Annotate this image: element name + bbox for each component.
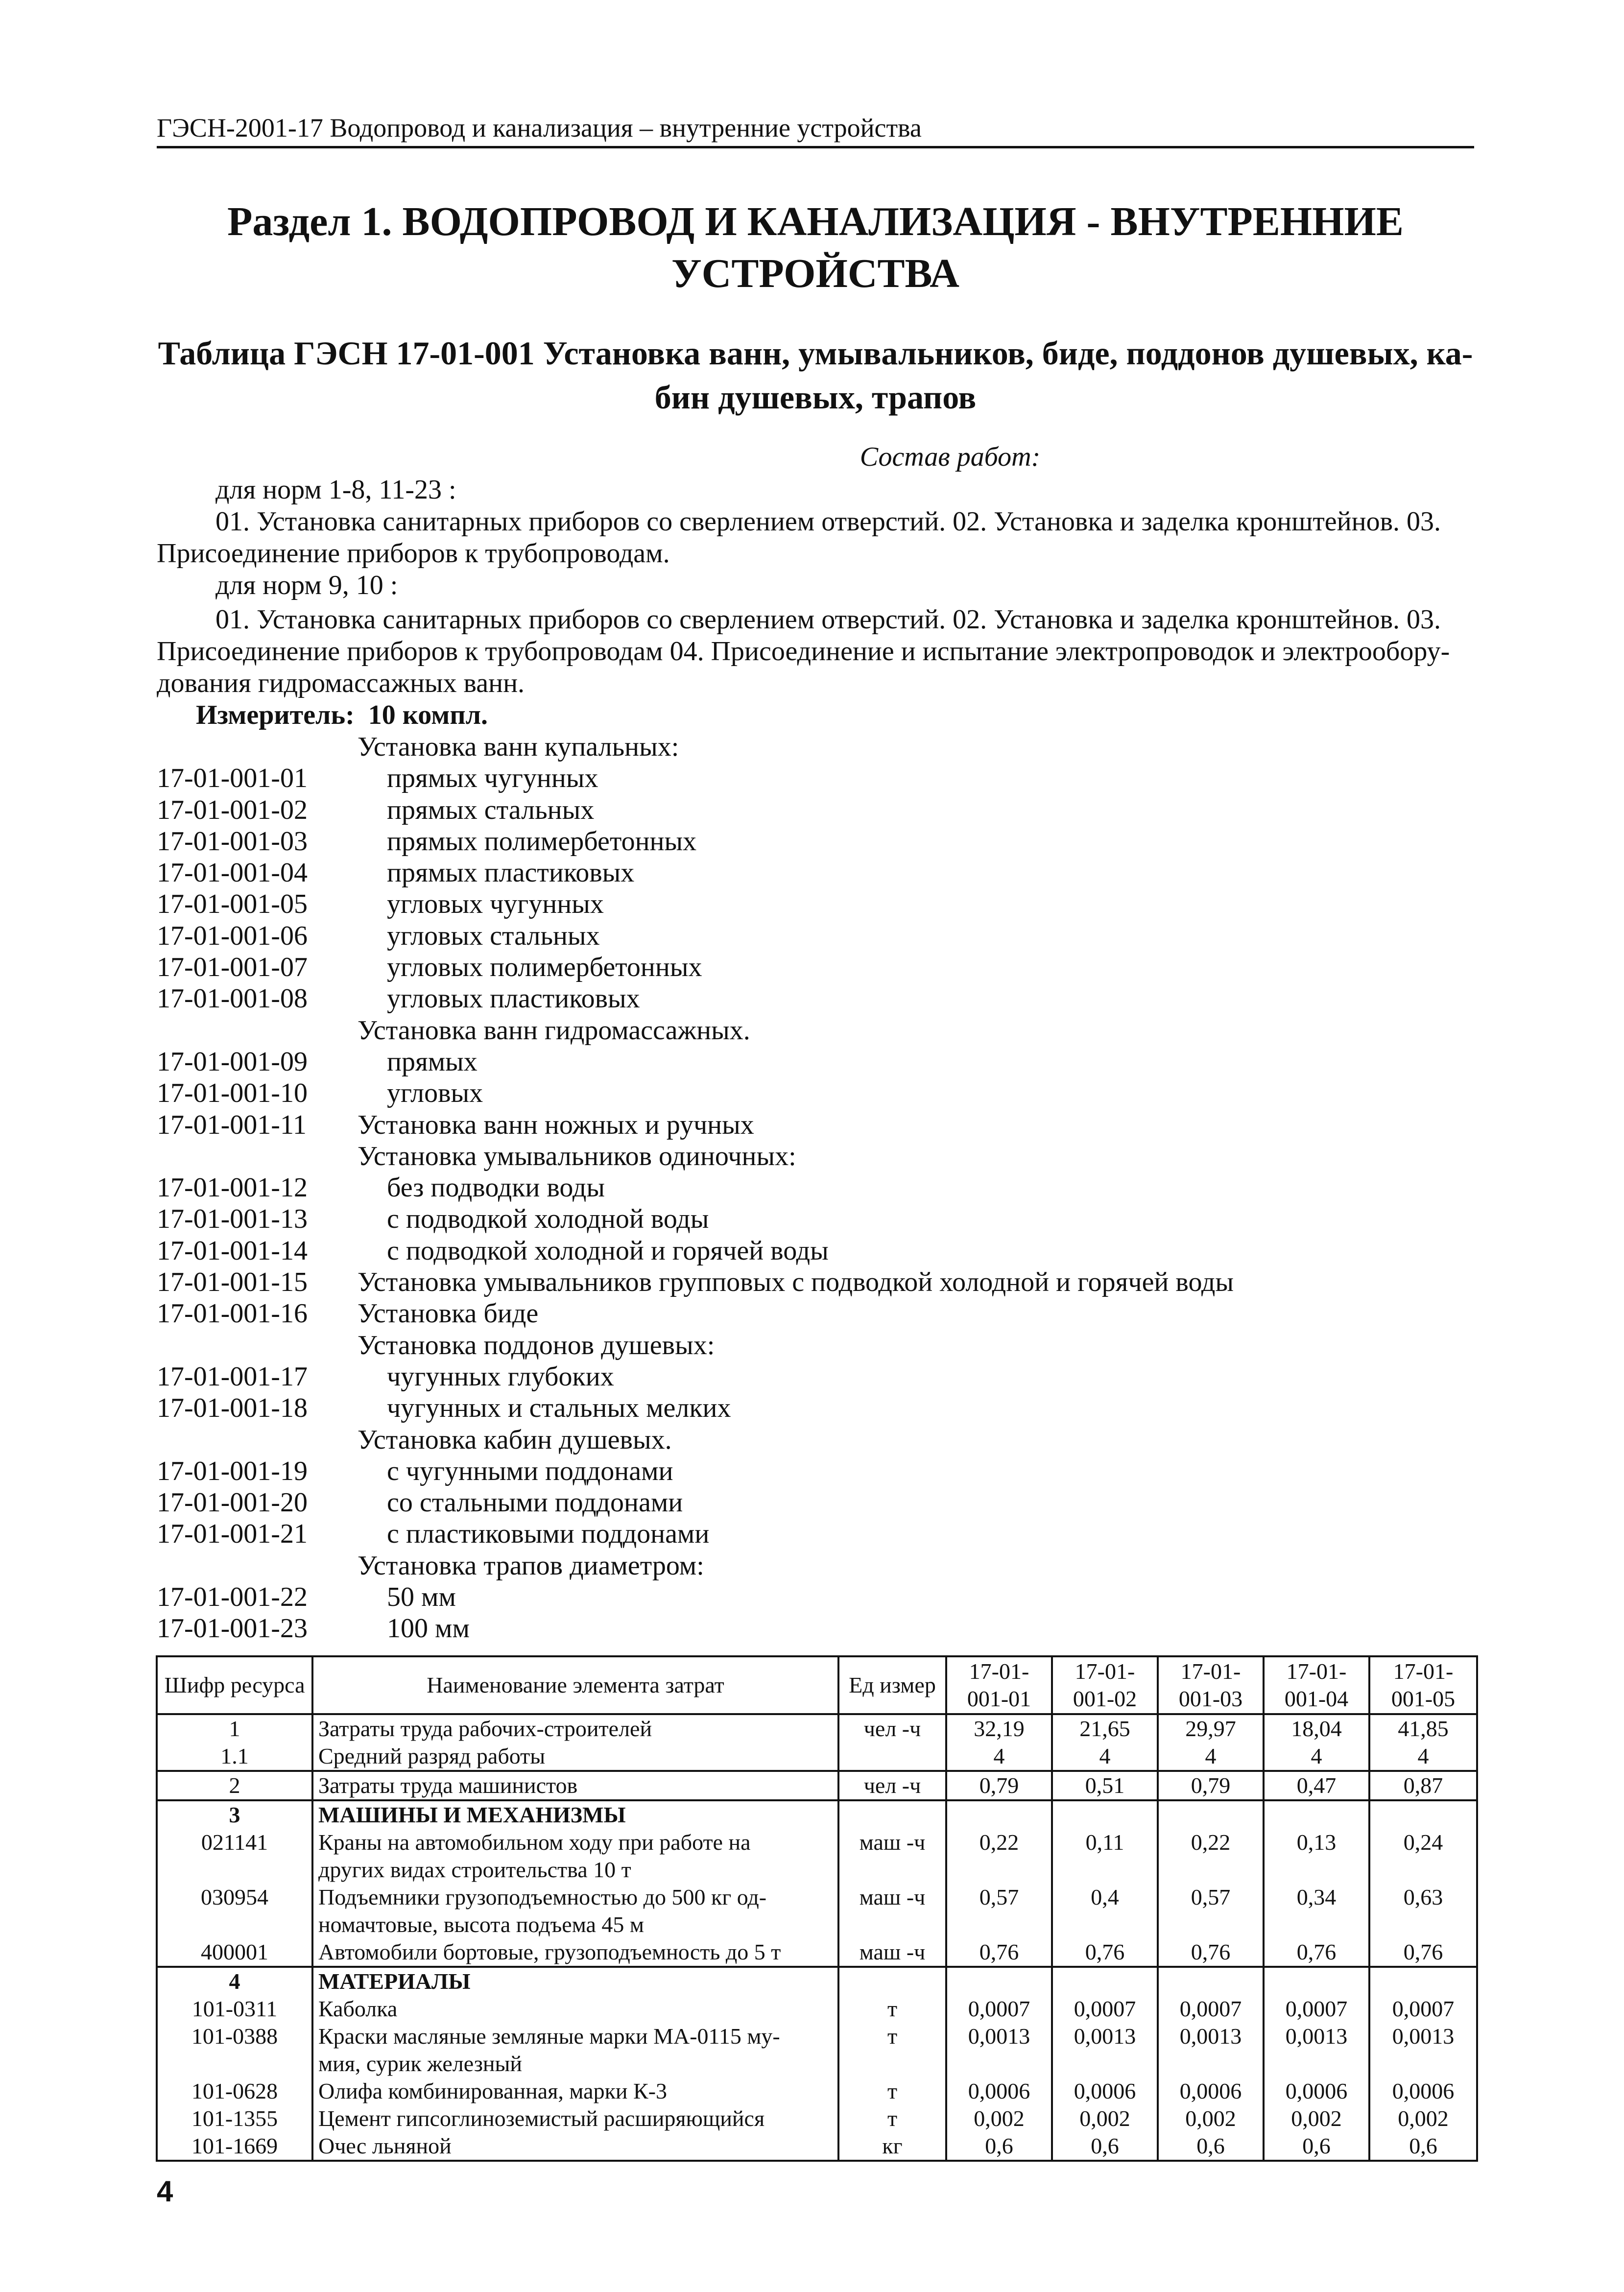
cell-value: 0,57 bbox=[1158, 1884, 1264, 1911]
cell-value: 0,76 bbox=[1052, 1938, 1158, 1967]
norm-item bbox=[0, 1109, 1624, 1141]
norm-item-name: прямых чугунных bbox=[387, 763, 598, 794]
table-title bbox=[157, 331, 1474, 419]
cell-value: 0,79 bbox=[946, 1771, 1052, 1800]
norm-item-name: Установка ванн купальных: bbox=[358, 732, 679, 762]
cell-code: 101-1669 bbox=[157, 2132, 312, 2161]
page-number: 4 bbox=[157, 2175, 173, 2208]
norm-item bbox=[0, 1518, 1624, 1550]
cell-value: 0,0007 bbox=[1264, 1995, 1369, 2023]
cell-code: 101-0311 bbox=[157, 1995, 312, 2023]
norm-item-name: 100 мм bbox=[387, 1613, 470, 1644]
cell-unit bbox=[838, 1743, 946, 1771]
norm-item bbox=[0, 1613, 1624, 1644]
cell-value bbox=[1369, 1967, 1477, 1995]
cell-value bbox=[1264, 1967, 1369, 1995]
cell-unit: чел -ч bbox=[838, 1714, 946, 1743]
norm-item-name: 50 мм bbox=[387, 1582, 456, 1613]
norm-item bbox=[0, 920, 1624, 952]
norm-item-code: 17-01-001-07 bbox=[157, 952, 308, 983]
norm-item bbox=[0, 1172, 1624, 1203]
running-head: ГЭСН-2001-17 Водопровод и канализация – внутренние устройства bbox=[157, 113, 922, 143]
norm-item-code: 17-01-001-01 bbox=[157, 763, 308, 794]
cell-unit: кг bbox=[838, 2132, 946, 2161]
table-title-line-1: Таблица ГЭСН 17-01-001 Установка ванн, умывальников, биде, поддонов душевых, ка- bbox=[158, 334, 1473, 372]
cell-value: 4 bbox=[1158, 1743, 1264, 1771]
norm-item bbox=[0, 826, 1624, 857]
norm-item-code: 17-01-001-08 bbox=[157, 983, 308, 1014]
cell-value: 0,002 bbox=[1158, 2105, 1264, 2132]
cell-value: 0,79 bbox=[1158, 1771, 1264, 1800]
header-name: Наименование элемента затрат bbox=[312, 1656, 838, 1714]
header-col-3: 17-01- 001-03 bbox=[1158, 1656, 1264, 1714]
cell-value bbox=[1369, 2050, 1477, 2077]
cell-value: 0,0007 bbox=[1369, 1995, 1477, 2023]
norm-item-name: угловых полимербетонных bbox=[387, 952, 702, 983]
cell-unit: т bbox=[838, 2105, 946, 2132]
norm-item-code: 17-01-001-05 bbox=[157, 889, 308, 920]
cell-value: 29,97 bbox=[1158, 1714, 1264, 1743]
cell-value bbox=[1369, 1911, 1477, 1938]
norm-item-code: 17-01-001-12 bbox=[157, 1172, 308, 1203]
header-rule bbox=[157, 146, 1474, 148]
norm-item-code: 17-01-001-03 bbox=[157, 826, 308, 857]
norm-item-name: прямых пластиковых bbox=[387, 858, 635, 888]
cell-value: 0,76 bbox=[1369, 1938, 1477, 1967]
cell-name: Краски масляные земляные марки МА-0115 му- bbox=[312, 2023, 838, 2050]
cell-name: Каболка bbox=[312, 1995, 838, 2023]
cell-code: 2 bbox=[157, 1771, 312, 1800]
norm-item-name: Установка кабин душевых. bbox=[358, 1424, 672, 1455]
cell-value: 0,22 bbox=[946, 1829, 1052, 1856]
table-row bbox=[157, 1911, 1477, 1938]
section-title-line-2: УСТРОЙСТВА bbox=[671, 251, 959, 296]
cell-unit: т bbox=[838, 2077, 946, 2105]
cell-value: 4 bbox=[1369, 1743, 1477, 1771]
cell-value bbox=[1264, 1856, 1369, 1884]
norm-item-name: прямых bbox=[387, 1046, 478, 1077]
table-row bbox=[157, 1771, 1477, 1800]
cell-value bbox=[1052, 2050, 1158, 2077]
cell-value bbox=[1158, 2050, 1264, 2077]
norm-item-code: 17-01-001-04 bbox=[157, 858, 308, 888]
cell-value: 0,87 bbox=[1369, 1771, 1477, 1800]
cell-value bbox=[1264, 1800, 1369, 1829]
cell-value: 0,0006 bbox=[946, 2077, 1052, 2105]
cell-value bbox=[1264, 2050, 1369, 2077]
work-composition-title: Состав работ: bbox=[860, 442, 1041, 472]
cell-value: 4 bbox=[1264, 1743, 1369, 1771]
norms-b-label: для норм 9, 10 : bbox=[215, 570, 398, 600]
cell-value: 0,0007 bbox=[1052, 1995, 1158, 2023]
norm-item bbox=[0, 1266, 1624, 1298]
cell-value: 0,6 bbox=[1052, 2132, 1158, 2161]
norm-item bbox=[0, 794, 1624, 826]
cell-name: Затраты труда рабочих-строителей bbox=[312, 1714, 838, 1743]
norm-item-name: Установка ванн ножных и ручных bbox=[358, 1109, 754, 1140]
norm-item-name: Установка умывальников одиночных: bbox=[358, 1141, 796, 1171]
norm-item bbox=[0, 983, 1624, 1014]
norms-a-text-1: 01. Установка санитарных приборов со сверлением отверстий. 02. Установка и заделка кронштейнов. 03. bbox=[215, 506, 1441, 537]
cell-code: 101-0388 bbox=[157, 2023, 312, 2050]
cell-value: 0,0013 bbox=[1369, 2023, 1477, 2050]
norm-item bbox=[0, 1235, 1624, 1266]
cell-value bbox=[1052, 1800, 1158, 1829]
norms-a-text-2: Присоединение приборов к трубопроводам. bbox=[157, 538, 670, 569]
cell-code: 030954 bbox=[157, 1884, 312, 1911]
norm-item bbox=[0, 952, 1624, 983]
table-row bbox=[157, 1967, 1477, 1995]
cell-value bbox=[1158, 1911, 1264, 1938]
table-row bbox=[157, 2105, 1477, 2132]
cell-value: 0,0013 bbox=[1158, 2023, 1264, 2050]
cell-value: 0,22 bbox=[1158, 1829, 1264, 1856]
cell-value: 0,76 bbox=[1264, 1938, 1369, 1967]
measure-label: Измеритель: bbox=[196, 700, 355, 730]
cell-value: 0,57 bbox=[946, 1884, 1052, 1911]
header-col-2: 17-01- 001-02 bbox=[1052, 1656, 1158, 1714]
norm-item bbox=[0, 1392, 1624, 1424]
table-row bbox=[157, 1800, 1477, 1829]
header-col-4: 17-01- 001-04 bbox=[1264, 1656, 1369, 1714]
cell-value: 32,19 bbox=[946, 1714, 1052, 1743]
cell-name: МАШИНЫ И МЕХАНИЗМЫ bbox=[312, 1800, 838, 1829]
cell-value bbox=[946, 1800, 1052, 1829]
cell-code bbox=[157, 1856, 312, 1884]
norm-item-name: чугунных и стальных мелких bbox=[387, 1393, 731, 1424]
cell-unit bbox=[838, 2050, 946, 2077]
cell-code: 1 bbox=[157, 1714, 312, 1743]
norm-item bbox=[0, 1487, 1624, 1518]
norm-item-name: с подводкой холодной воды bbox=[387, 1204, 709, 1235]
norm-item-name: угловых пластиковых bbox=[387, 983, 640, 1014]
norm-item-code: 17-01-001-18 bbox=[157, 1393, 308, 1424]
cell-value: 0,6 bbox=[946, 2132, 1052, 2161]
table-row bbox=[157, 2050, 1477, 2077]
header-col-5: 17-01- 001-05 bbox=[1369, 1656, 1477, 1714]
cell-unit bbox=[838, 1967, 946, 1995]
cell-value: 4 bbox=[1052, 1743, 1158, 1771]
norm-item-name: угловых bbox=[387, 1078, 483, 1109]
norm-item-code: 17-01-001-10 bbox=[157, 1078, 308, 1109]
table-row bbox=[157, 1743, 1477, 1771]
header-col-1: 17-01- 001-01 bbox=[946, 1656, 1052, 1714]
cell-value: 0,34 bbox=[1264, 1884, 1369, 1911]
norm-item-name: чугунных глубоких bbox=[387, 1361, 614, 1392]
cell-value: 0,13 bbox=[1264, 1829, 1369, 1856]
norm-item-name: прямых полимербетонных bbox=[387, 826, 697, 857]
cell-value: 0,0006 bbox=[1264, 2077, 1369, 2105]
cell-name: Цемент гипсоглиноземистый расширяющийся bbox=[312, 2105, 838, 2132]
cell-unit bbox=[838, 1800, 946, 1829]
section-title-line-1: Раздел 1. ВОДОПРОВОД И КАНАЛИЗАЦИЯ - ВНУТРЕННИЕ bbox=[227, 199, 1404, 244]
cell-value: 0,76 bbox=[946, 1938, 1052, 1967]
cell-unit: маш -ч bbox=[838, 1938, 946, 1967]
norm-item-code: 17-01-001-13 bbox=[157, 1204, 308, 1235]
norms-b-text-2: Присоединение приборов к трубопроводам 04. Присоединение и испытание электропроводок и электрообору- bbox=[157, 636, 1450, 667]
norm-item-name: Установка трапов диаметром: bbox=[358, 1550, 704, 1581]
cell-value: 0,47 bbox=[1264, 1771, 1369, 1800]
cell-code bbox=[157, 1911, 312, 1938]
norm-item-code: 17-01-001-19 bbox=[157, 1456, 308, 1486]
cell-value: 0,0006 bbox=[1052, 2077, 1158, 2105]
cell-unit: чел -ч bbox=[838, 1771, 946, 1800]
norm-item-code: 17-01-001-06 bbox=[157, 920, 308, 951]
resource-cost-table bbox=[156, 1655, 1478, 2162]
norm-item-code: 17-01-001-09 bbox=[157, 1046, 308, 1077]
norm-item-name: с подводкой холодной и горячей воды bbox=[387, 1235, 829, 1266]
cell-name: Олифа комбинированная, марки К-3 bbox=[312, 2077, 838, 2105]
cell-value bbox=[1158, 1800, 1264, 1829]
cell-name: Средний разряд работы bbox=[312, 1743, 838, 1771]
norms-b-text-3: дования гидромассажных ванн. bbox=[157, 668, 525, 698]
cell-name: Затраты труда машинистов bbox=[312, 1771, 838, 1800]
norm-item-code: 17-01-001-11 bbox=[157, 1109, 307, 1140]
table-row bbox=[157, 1856, 1477, 1884]
cell-code: 1.1 bbox=[157, 1743, 312, 1771]
measure bbox=[196, 699, 488, 731]
header-unit: Ед измер bbox=[838, 1656, 946, 1714]
table-title-line-2: бин душевых, трапов bbox=[654, 379, 977, 416]
cell-value: 0,4 bbox=[1052, 1884, 1158, 1911]
norm-item-name: угловых стальных bbox=[387, 920, 600, 951]
cell-value bbox=[946, 1911, 1052, 1938]
cell-name: номачтовые, высота подъема 45 м bbox=[312, 1911, 838, 1938]
cell-unit: т bbox=[838, 1995, 946, 2023]
norm-item bbox=[0, 1581, 1624, 1613]
norm-item bbox=[0, 888, 1624, 920]
cell-unit bbox=[838, 1856, 946, 1884]
cell-value: 0,6 bbox=[1158, 2132, 1264, 2161]
norm-item bbox=[0, 1456, 1624, 1487]
norms-a-label: для норм 1-8, 11-23 : bbox=[215, 475, 456, 505]
norm-items-list bbox=[0, 731, 1624, 1645]
header-code: Шифр ресурса bbox=[157, 1656, 312, 1714]
cell-value: 0,6 bbox=[1369, 2132, 1477, 2161]
cell-value bbox=[946, 1856, 1052, 1884]
norm-item bbox=[0, 1046, 1624, 1077]
cell-value: 0,002 bbox=[1369, 2105, 1477, 2132]
table-row bbox=[157, 1714, 1477, 1743]
norm-item bbox=[0, 857, 1624, 888]
cell-value: 0,6 bbox=[1264, 2132, 1369, 2161]
cell-value: 0,0013 bbox=[946, 2023, 1052, 2050]
cell-value: 0,002 bbox=[1052, 2105, 1158, 2132]
norm-item bbox=[0, 1015, 1624, 1046]
cell-name: Подъемники грузоподъемностью до 500 кг од- bbox=[312, 1884, 838, 1911]
cell-code bbox=[157, 2050, 312, 2077]
cell-value bbox=[1158, 1856, 1264, 1884]
norm-item-code: 17-01-001-22 bbox=[157, 1582, 308, 1613]
norm-item bbox=[0, 763, 1624, 794]
norm-item-code: 17-01-001-23 bbox=[157, 1613, 308, 1644]
cell-name: Очес льняной bbox=[312, 2132, 838, 2161]
cell-unit: маш -ч bbox=[838, 1829, 946, 1856]
norm-item-name: прямых стальных bbox=[387, 794, 595, 825]
cell-code: 3 bbox=[157, 1800, 312, 1829]
norm-item-code: 17-01-001-14 bbox=[157, 1235, 308, 1266]
cell-value: 0,0013 bbox=[1264, 2023, 1369, 2050]
cell-value: 0,76 bbox=[1158, 1938, 1264, 1967]
norm-item bbox=[0, 1203, 1624, 1235]
norm-item bbox=[0, 1361, 1624, 1392]
cell-name: мия, сурик железный bbox=[312, 2050, 838, 2077]
cell-value: 0,0007 bbox=[946, 1995, 1052, 2023]
norm-item-code: 17-01-001-16 bbox=[157, 1298, 308, 1329]
cell-value: 0,002 bbox=[946, 2105, 1052, 2132]
table-row bbox=[157, 1995, 1477, 2023]
table-row bbox=[157, 2077, 1477, 2105]
norm-item-name: Установка умывальников групповых с подводкой холодной и горячей воды bbox=[358, 1267, 1234, 1298]
section-title bbox=[147, 196, 1484, 300]
norms-b-text-1: 01. Установка санитарных приборов со сверлением отверстий. 02. Установка и заделка кронштейнов. 03. bbox=[215, 604, 1441, 635]
cell-value: 0,24 bbox=[1369, 1829, 1477, 1856]
cell-code: 4 bbox=[157, 1967, 312, 1995]
norm-item-name: с чугунными поддонами bbox=[387, 1456, 673, 1486]
norm-item-code: 17-01-001-21 bbox=[157, 1519, 308, 1550]
cell-value bbox=[946, 2050, 1052, 2077]
norm-item bbox=[0, 1330, 1624, 1361]
norm-item bbox=[0, 1424, 1624, 1456]
norm-item bbox=[0, 1141, 1624, 1172]
cell-value: 0,51 bbox=[1052, 1771, 1158, 1800]
cell-unit bbox=[838, 1911, 946, 1938]
cell-value: 0,0006 bbox=[1158, 2077, 1264, 2105]
cell-unit: маш -ч bbox=[838, 1884, 946, 1911]
norm-item-name: угловых чугунных bbox=[387, 889, 604, 920]
norm-item-code: 17-01-001-02 bbox=[157, 794, 308, 825]
cell-value: 0,11 bbox=[1052, 1829, 1158, 1856]
norm-item-name: Установка ванн гидромассажных. bbox=[358, 1015, 750, 1046]
cell-code: 400001 bbox=[157, 1938, 312, 1967]
cell-value bbox=[1052, 1967, 1158, 1995]
cell-value bbox=[1369, 1856, 1477, 1884]
norm-item bbox=[0, 1077, 1624, 1109]
table-row bbox=[157, 1829, 1477, 1856]
norm-item bbox=[0, 1550, 1624, 1581]
cell-value bbox=[1052, 1911, 1158, 1938]
table-row bbox=[157, 2023, 1477, 2050]
cell-name: Краны на автомобильном ходу при работе на bbox=[312, 1829, 838, 1856]
norm-item-name: со стальными поддонами bbox=[387, 1487, 683, 1518]
cell-name: других видах строительства 10 т bbox=[312, 1856, 838, 1884]
cell-value bbox=[1158, 1967, 1264, 1995]
norm-item-code: 17-01-001-17 bbox=[157, 1361, 308, 1392]
cell-value bbox=[1264, 1911, 1369, 1938]
cell-value: 18,04 bbox=[1264, 1714, 1369, 1743]
norm-item-name: Установка биде bbox=[358, 1298, 539, 1329]
norm-item-code: 17-01-001-15 bbox=[157, 1267, 308, 1298]
cell-value bbox=[946, 1967, 1052, 1995]
table-row bbox=[157, 1938, 1477, 1967]
norm-item-name: без подводки воды bbox=[387, 1172, 605, 1203]
cell-value bbox=[1369, 1800, 1477, 1829]
cell-value: 0,0006 bbox=[1369, 2077, 1477, 2105]
table-header-row bbox=[157, 1656, 1477, 1714]
table-row bbox=[157, 1884, 1477, 1911]
cell-value: 0,0013 bbox=[1052, 2023, 1158, 2050]
cell-value: 0,002 bbox=[1264, 2105, 1369, 2132]
cell-code: 101-1355 bbox=[157, 2105, 312, 2132]
cell-value: 0,63 bbox=[1369, 1884, 1477, 1911]
norm-item bbox=[0, 731, 1624, 763]
cell-value: 41,85 bbox=[1369, 1714, 1477, 1743]
cell-name: МАТЕРИАЛЫ bbox=[312, 1967, 838, 1995]
cell-value: 21,65 bbox=[1052, 1714, 1158, 1743]
cell-code: 101-0628 bbox=[157, 2077, 312, 2105]
norm-item-name: с пластиковыми поддонами bbox=[387, 1519, 710, 1550]
norm-item-name: Установка поддонов душевых: bbox=[358, 1330, 715, 1361]
cell-value bbox=[1052, 1856, 1158, 1884]
cell-unit: т bbox=[838, 2023, 946, 2050]
cell-value: 0,0007 bbox=[1158, 1995, 1264, 2023]
cell-value: 4 bbox=[946, 1743, 1052, 1771]
norm-item bbox=[0, 1298, 1624, 1329]
measure-value: 10 компл. bbox=[368, 700, 488, 730]
cell-code: 021141 bbox=[157, 1829, 312, 1856]
cell-name: Автомобили бортовые, грузоподъемность до 5 т bbox=[312, 1938, 838, 1967]
norm-item-code: 17-01-001-20 bbox=[157, 1487, 308, 1518]
table-row bbox=[157, 2132, 1477, 2161]
